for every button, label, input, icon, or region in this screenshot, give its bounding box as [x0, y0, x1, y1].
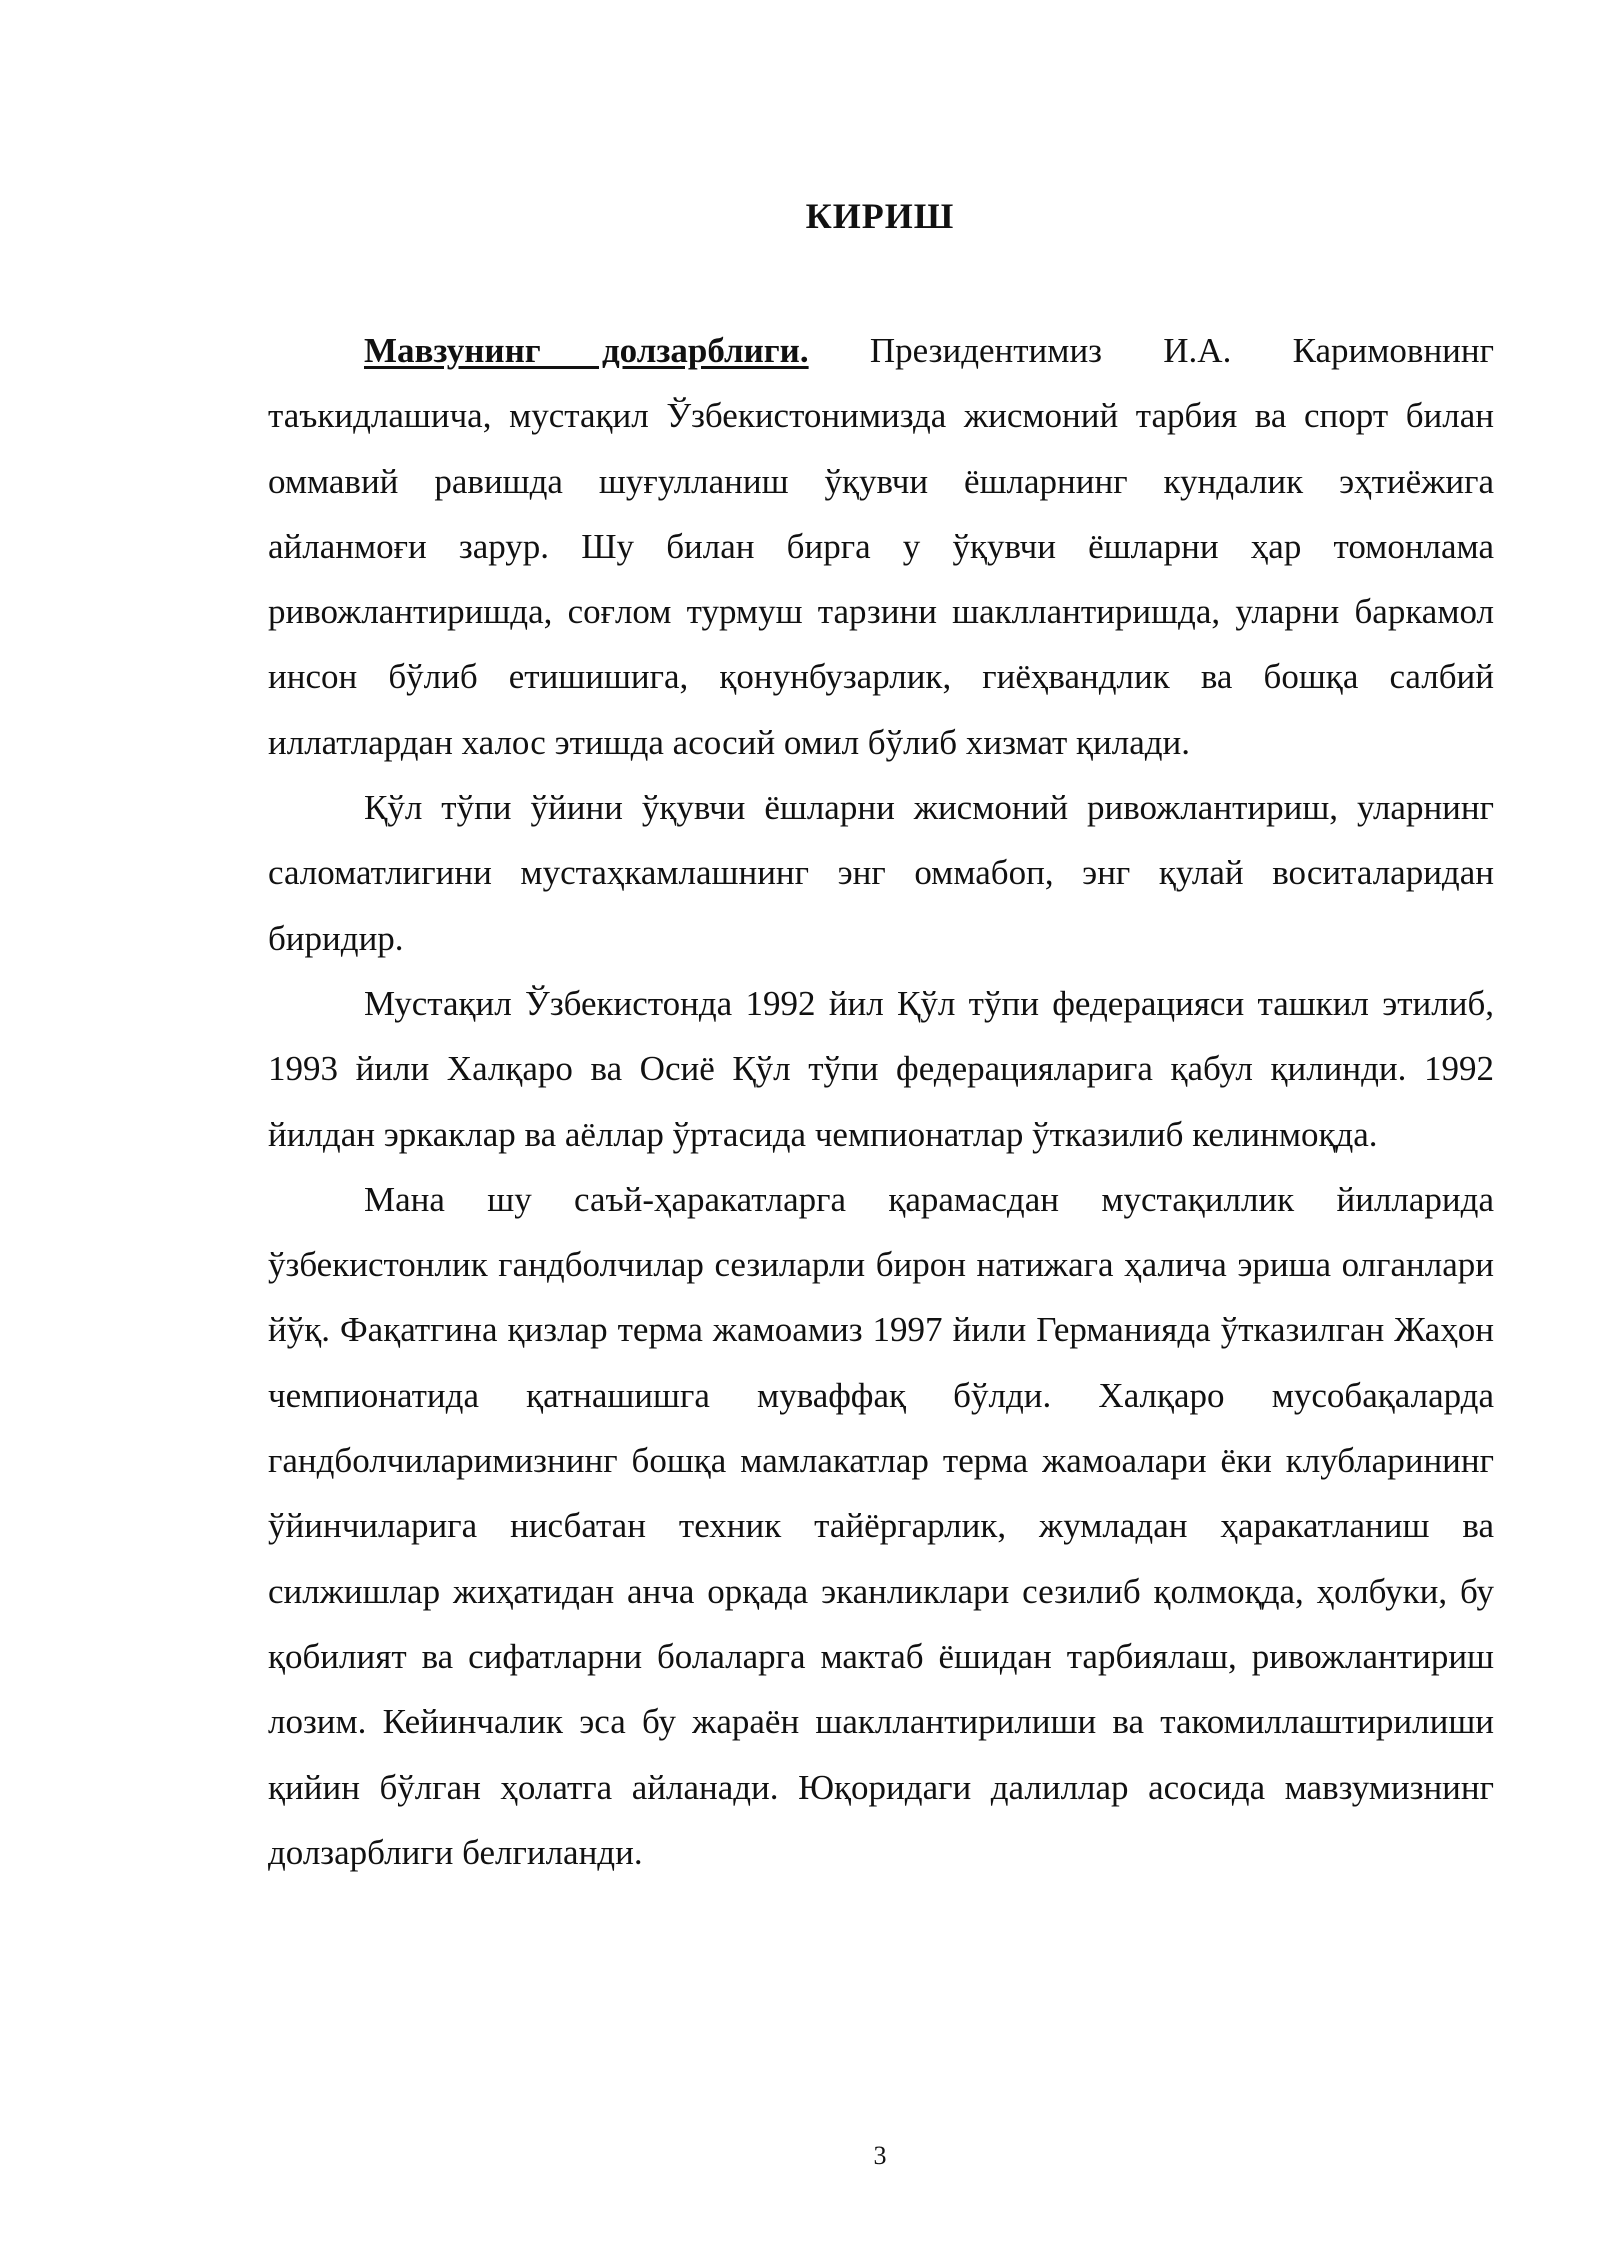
paragraph-text: Қўл тўпи ўйини ўқувчи ёшларни жисмоний ривожлантириш, уларнинг саломатлигини мустаҳкамлашнинг энг оммабоп, энг қулай воситаларидан биридир. [268, 788, 1494, 958]
paragraph-federation [268, 971, 1494, 1167]
paragraph-relevance [268, 318, 1494, 775]
paragraph-handball-intro [268, 775, 1494, 971]
paragraph-results [268, 1167, 1494, 1885]
page-number: 3 [873, 2141, 887, 2170]
paragraph-lead: Мавзунинг долзарблиги. [364, 331, 809, 370]
body-text [268, 318, 1494, 1885]
paragraph-text: Президентимиз И.А. Каримовнинг таъкидлашича, мустақил Ўзбекистонимизда жисмоний тарбия ва спорт билан оммавий равишда шуғулланиш ўқувчи ёшларнинг кундалик эҳтиёжига айланмоғи зарур. Шу билан бирга у ўқувчи ёшларни ҳар томонлама ривожлантиришда, соғлом турмуш тарзини шакллантиришда, уларни баркамол инсон бўлиб етишишига, қонунбузарлик, гиёҳвандлик ва бошқа салбий иллатлардан халос этишда асосий омил бўлиб хизмат қилади. [268, 331, 1494, 762]
paragraph-text: Мана шу саъй-ҳаракатларга қарамасдан мустақиллик йилларида ўзбекистонлик гандболчилар сезиларли бирон натижага ҳалича эриша олганлари йўқ. Фақатгина қизлар терма жамоамиз 1997 йили Германияда ўтказилган Жаҳон чемпионатида қатнашишга муваффақ бўлди. Халқаро мусобақаларда гандболчиларимизнинг бошқа мамлакатлар терма жамоалари ёки клубларининг ўйинчиларига нисбатан техник тайёргарлик, жумладан ҳаракатланиш ва силжишлар жиҳатидан анча орқада эканликлари сезилиб қолмоқда, ҳолбуки, бу қобилият ва сифатларни болаларга мактаб ёшидан тарбиялаш, ривожлантириш лозим. Кейинчалик эса бу жараён шакллантирилиши ва такомиллаштирилиши қийин бўлган ҳолатга айланади. Юқоридаги далиллар асосида мавзумизнинг долзарблиги белгиланди. [268, 1179, 1494, 1872]
paragraph-text: Мустақил Ўзбекистонда 1992 йил Қўл тўпи федерацияси ташкил этилиб, 1993 йили Халқаро ва Осиё Қўл тўпи федерацияларига қабул қилинди. 1992 йилдан эркаклар ва аёллар ўртасида чемпионатлар ўтказилиб келинмоқда. [268, 983, 1494, 1154]
section-heading: КИРИШ [805, 196, 955, 236]
